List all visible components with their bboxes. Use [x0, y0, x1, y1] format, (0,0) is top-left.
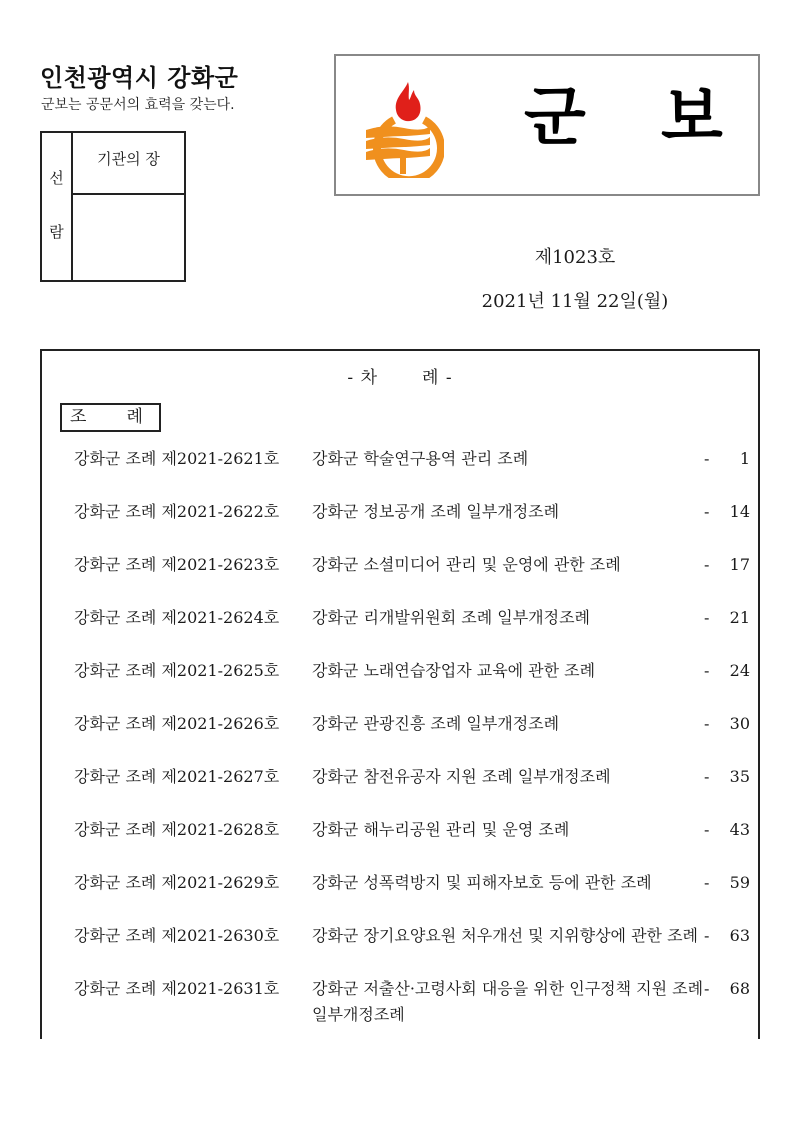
gangwha-county-emblem-icon — [364, 78, 444, 178]
section-char-1: 조 — [70, 407, 87, 427]
approval-side-bottom: 람 — [49, 222, 64, 241]
approval-box — [40, 131, 186, 282]
entry-number: 강화군 조례 제2021-2624호 — [74, 608, 280, 627]
entry-page: 59 — [729, 873, 750, 892]
entry-title[interactable]: 강화군 학술연구용역 관리 조례 — [312, 449, 529, 468]
entry-dash: - — [704, 714, 710, 733]
entry-title[interactable]: 강화군 저출산·고령사회 대응을 위한 인구정책 지원 조례 일부개정조례 — [312, 979, 704, 1024]
entry-title[interactable]: 강화군 리개발위원회 조례 일부개정조례 — [312, 608, 591, 627]
entry-page: 68 — [729, 979, 750, 998]
entry-number: 강화군 조례 제2021-2630호 — [74, 926, 280, 945]
entry-dash: - — [704, 502, 710, 521]
entry-dash: - — [704, 926, 710, 945]
entry-dash: - — [704, 767, 710, 786]
entry-title[interactable]: 강화군 정보공개 조례 일부개정조례 — [312, 502, 560, 521]
table-of-contents — [40, 349, 760, 1039]
masthead-title-char-1: 군 — [524, 81, 586, 155]
region-name: 인천광역시 강화군 — [40, 64, 239, 92]
entry-page: 21 — [729, 608, 750, 627]
masthead-title-char-2: 보 — [661, 81, 723, 155]
entry-page: 63 — [729, 926, 750, 945]
approval-sign-area — [73, 195, 184, 280]
region-subtitle: 군보는 공문서의 효력을 갖는다. — [41, 97, 235, 113]
entry-title[interactable]: 강화군 노래연습장업자 교육에 관한 조례 — [312, 661, 596, 680]
entry-number: 강화군 조례 제2021-2627호 — [74, 767, 280, 786]
toc-title-left: - 차 — [347, 368, 378, 388]
entry-number: 강화군 조례 제2021-2622호 — [74, 502, 280, 521]
entry-page: 24 — [729, 661, 750, 680]
section-label-ordinances — [60, 403, 161, 432]
entry-title[interactable]: 강화군 성폭력방지 및 피해자보호 등에 관한 조례 — [312, 873, 652, 892]
entry-title[interactable]: 강화군 해누리공원 관리 및 운영 조례 — [312, 820, 570, 839]
masthead — [334, 54, 760, 196]
approval-head-label: 기관의 장 — [73, 133, 184, 195]
toc-title-right: 례 - — [422, 368, 453, 388]
entry-dash: - — [704, 873, 710, 892]
section-char-2: 례 — [126, 407, 143, 427]
entry-title[interactable]: 강화군 소셜미디어 관리 및 운영에 관한 조례 — [312, 555, 621, 574]
approval-side-top: 선 — [49, 169, 64, 188]
entry-title[interactable]: 강화군 관광진흥 조례 일부개정조례 — [312, 714, 560, 733]
issue-date: 2021년 11월 22일(월) — [481, 291, 669, 312]
entry-page: 1 — [739, 449, 750, 468]
entry-number: 강화군 조례 제2021-2631호 — [74, 979, 280, 998]
approval-side-label — [42, 133, 73, 280]
entry-dash: - — [704, 661, 710, 680]
entry-number: 강화군 조례 제2021-2628호 — [74, 820, 280, 839]
entry-title[interactable]: 강화군 장기요양요원 처우개선 및 지위향상에 관한 조례 — [312, 926, 699, 945]
approval-main — [73, 133, 184, 280]
entry-title[interactable]: 강화군 참전유공자 지원 조례 일부개정조례 — [312, 767, 611, 786]
entry-number: 강화군 조례 제2021-2626호 — [74, 714, 280, 733]
entry-page: 30 — [729, 714, 750, 733]
entry-number: 강화군 조례 제2021-2629호 — [74, 873, 280, 892]
entry-dash: - — [704, 449, 710, 468]
entry-page: 35 — [729, 767, 750, 786]
entry-number: 강화군 조례 제2021-2623호 — [74, 555, 280, 574]
entry-number: 강화군 조례 제2021-2625호 — [74, 661, 280, 680]
entry-page: 17 — [729, 555, 750, 574]
entry-dash: - — [704, 555, 710, 574]
entry-number: 강화군 조례 제2021-2621호 — [74, 449, 280, 468]
entry-page: 43 — [729, 820, 750, 839]
issue-number: 제1023호 — [534, 247, 616, 268]
entry-page: 14 — [729, 502, 750, 521]
entry-dash: - — [704, 979, 710, 998]
entry-dash: - — [704, 608, 710, 627]
entry-dash: - — [704, 820, 710, 839]
toc-title — [42, 363, 758, 388]
